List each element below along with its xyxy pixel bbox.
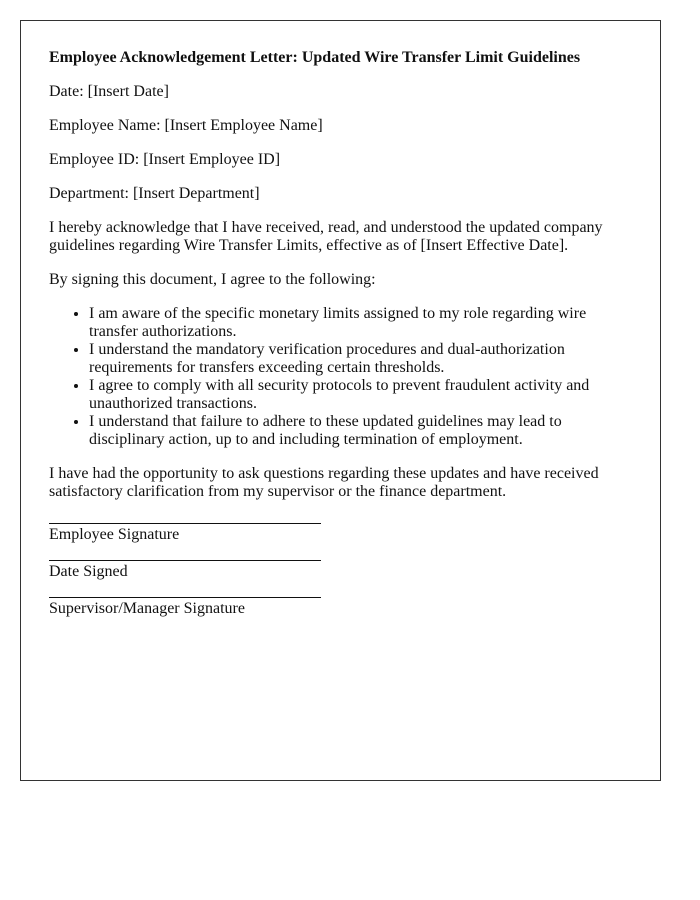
employee-id-field: Employee ID: [Insert Employee ID]	[49, 151, 281, 168]
closing-paragraph: I have had the opportunity to ask questions regarding these updates and have received satisfactory clarification from my supervisor or the finance department.	[49, 465, 599, 500]
date-signed-label: Date Signed	[49, 563, 128, 580]
agreement-intro: By signing this document, I agree to the following:	[49, 271, 376, 288]
acknowledgement-paragraph: I hereby acknowledge that I have received, read, and understood the updated company guidelines regarding Wire Transfer Limits, effective as of [Insert Effective Date].	[49, 219, 603, 254]
department-field: Department: [Insert Department]	[49, 185, 260, 202]
employee-signature-label: Employee Signature	[49, 526, 180, 543]
employee-signature-line[interactable]	[49, 523, 321, 524]
employee-name-field: Employee Name: [Insert Employee Name]	[49, 117, 323, 134]
agreement-item: • I agree to comply with all security protocols to prevent fraudulent activity and unauthorized transactions.	[89, 377, 632, 413]
date-signed	[49, 560, 321, 581]
agreement-item: • I am aware of the specific monetary limits assigned to my role regarding wire transfer authorizations.	[89, 305, 632, 341]
date-signed-line[interactable]	[49, 560, 321, 561]
signature-block	[49, 523, 632, 618]
agreement-item: • I understand the mandatory verification procedures and dual-authorization requirements for transfers exceeding certain thresholds.	[89, 341, 632, 377]
agreement-item: • I understand that failure to adhere to these updated guidelines may lead to disciplinary action, up to and including termination of employment.	[89, 413, 632, 449]
acknowledgement-letter	[20, 20, 661, 781]
supervisor-signature-label: Supervisor/Manager Signature	[49, 600, 245, 617]
date-field: Date: [Insert Date]	[49, 83, 169, 100]
letter-title: Employee Acknowledgement Letter: Updated Wire Transfer Limit Guidelines	[49, 49, 581, 66]
agreement-list	[49, 305, 632, 449]
supervisor-signature-line[interactable]	[49, 597, 321, 598]
supervisor-signature	[49, 597, 321, 618]
employee-signature	[49, 523, 321, 544]
